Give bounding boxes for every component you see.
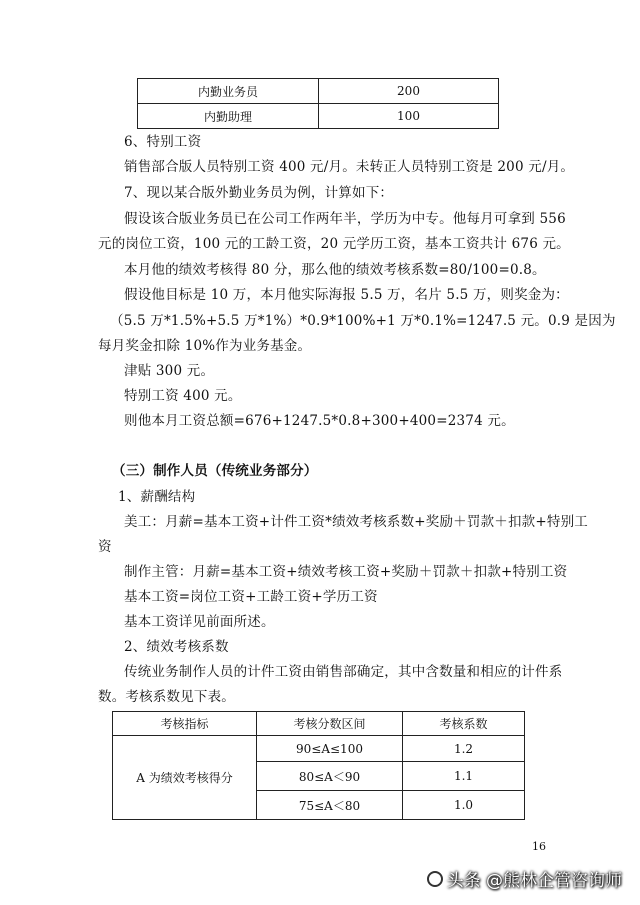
salary-table <box>137 78 499 129</box>
table-cell: 200 <box>319 79 499 104</box>
table-header-row <box>113 712 525 736</box>
watermark <box>427 866 622 891</box>
watermark-text: 头条 @熊林企管咨询师 <box>446 871 622 891</box>
paragraph: 制作主管：月薪=基本工资+绩效考核工资+奖励＋罚款＋扣款+特别工资 <box>124 564 568 580</box>
table-cell: 80≤A＜90 <box>257 762 403 791</box>
heading-example: 7、现以某合版外勤业务员为例，计算如下： <box>124 185 394 201</box>
paragraph: 本月他的绩效考核得 80 分，那么他的绩效考核系数=80/100=0.8。 <box>124 262 546 278</box>
account-icon <box>427 871 443 887</box>
table-row <box>138 79 499 104</box>
heading-performance: 2、绩效考核系数 <box>124 639 229 655</box>
paragraph: 资 <box>98 539 112 555</box>
page-number: 16 <box>532 840 546 853</box>
paragraph: 美工：月薪=基本工资+计件工资*绩效考核系数+奖励＋罚款＋扣款+特别工 <box>124 514 588 530</box>
table-header: 考核分数区间 <box>257 712 403 736</box>
table-row <box>113 736 525 762</box>
paragraph: 销售部合版人员特别工资 400 元/月。未转正人员特别工资是 200 元/月。 <box>124 159 575 175</box>
paragraph: 元的岗位工资，100 元的工龄工资，20 元学历工资，基本工资共计 676 元。 <box>98 236 570 252</box>
paragraph: 传统业务制作人员的计件工资由销售部确定，其中含数量和相应的计件系 <box>124 664 563 680</box>
heading-special-wage: 6、特别工资 <box>124 134 202 150</box>
paragraph: 基本工资详见前面所述。 <box>124 614 275 630</box>
table-cell: A 为绩效考核得分 <box>113 736 257 820</box>
paragraph: 特别工资 400 元。 <box>124 388 242 404</box>
coefficient-table <box>112 711 525 820</box>
table-cell: 75≤A＜80 <box>257 791 403 820</box>
section-title: （三）制作人员（传统业务部分） <box>112 463 318 479</box>
table-cell: 1.1 <box>403 762 525 791</box>
table-header: 考核系数 <box>403 712 525 736</box>
table-header: 考核指标 <box>113 712 257 736</box>
paragraph: 基本工资=岗位工资+工龄工资+学历工资 <box>124 589 378 605</box>
heading-salary-structure: 1、薪酬结构 <box>118 489 196 505</box>
paragraph: 数。考核系数见下表。 <box>98 689 235 705</box>
paragraph: 假设他目标是 10 万，本月他实际海报 5.5 万，名片 5.5 万，则奖金为： <box>124 287 569 303</box>
formula: （5.5 万*1.5%+5.5 万*1%）*0.9*100%+1 万*0.1%=1247.5 元。0.9 是因为 <box>110 313 616 329</box>
table-row <box>138 104 499 129</box>
table-cell: 1.0 <box>403 791 525 820</box>
table-cell: 内勤业务员 <box>138 79 319 104</box>
paragraph: 则他本月工资总额=676+1247.5*0.8+300+400=2374 元。 <box>124 413 515 429</box>
table-cell: 100 <box>319 104 499 129</box>
table-cell: 内勤助理 <box>138 104 319 129</box>
table-cell: 90≤A≤100 <box>257 736 403 762</box>
paragraph: 每月奖金扣除 10%作为业务基金。 <box>98 338 312 354</box>
paragraph: 津贴 300 元。 <box>124 363 215 379</box>
table-cell: 1.2 <box>403 736 525 762</box>
paragraph: 假设该合版业务员已在公司工作两年半，学历为中专。他每月可拿到 556 <box>124 211 566 227</box>
